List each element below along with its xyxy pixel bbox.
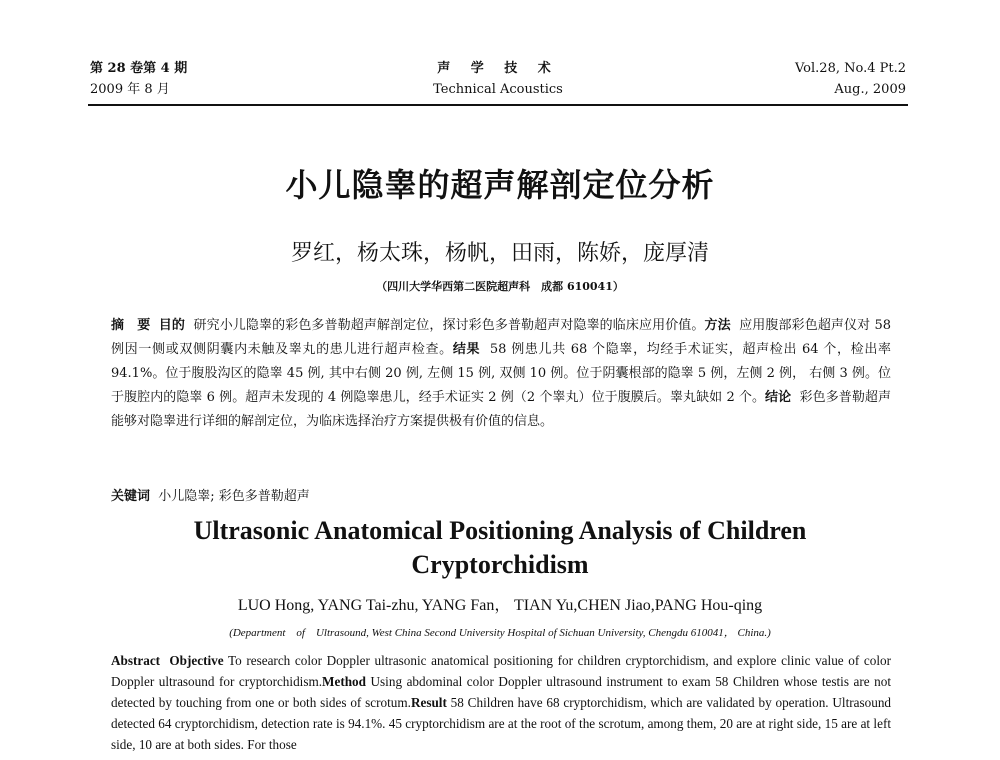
authors-en: LUO Hong, YANG Tai-zhu, YANG Fan， TIAN Yu,CHEN Jiao,PANG Hou-qing [237, 597, 763, 614]
affiliation-cn: （四川大学华西第二医院超声科 成都 610041） [376, 280, 624, 293]
running-header [90, 58, 906, 102]
result-label-en: Result [410, 695, 447, 710]
header-right [795, 58, 906, 100]
abstract-cn [111, 314, 891, 434]
header-center [90, 58, 906, 100]
authors-cn: 罗红，杨太珠，杨帆，田雨，陈娇，庞厚清 [290, 241, 709, 266]
paper-title-en [0, 514, 1000, 582]
objective-text-cn: 研究小儿隐睾的彩色多普勒超声解剖定位，探讨彩色多普勒超声对隐睾的临床应用价值。 [193, 318, 705, 333]
abstract-en-label: Abstract [111, 653, 161, 668]
method-text-en: Using abdominal color Doppler ultrasound instrument to exam 58 Children whose testis are not detected by touching from one or both sides of scrotum. [111, 674, 891, 710]
paper-title-en-line2: Cryptorchidism [411, 550, 589, 579]
keywords-cn-text: 小儿隐睾; 彩色多普勒超声 [158, 489, 310, 504]
journal-volume-en: Vol.28, No.4 Pt.2 [794, 61, 906, 76]
header-rule [88, 104, 908, 106]
journal-volume-cn: 第 28 卷第 4 期 [90, 61, 188, 76]
result-text-cn: 58 例患儿共 68 个隐睾，均经手术证实，超声检出 64 个，检出率 94.1%。位于腹股沟区的隐睾 45 例, 其中右侧 20 例, 左侧 15 例, 双侧 10 例。位于阴囊根部的隐睾 5 例，左侧 2 例， 右侧 3 例。位于腹腔内的隐睾 6 例。超声未发现的 4 例隐睾患儿，经手术证实 2 例（2 个睾丸）位于腹膜后。睾丸缺如 2 个。 [111, 342, 891, 405]
method-text-cn: 应用腹部彩色超声仪对 58 例因一侧或双侧阴囊内未触及睾丸的患儿进行超声检查。 [111, 318, 892, 357]
paper-title-en-line1: Ultrasonic Anatomical Positioning Analysis of Children [193, 516, 807, 545]
keywords-cn [111, 486, 891, 508]
result-label-cn: 结果 [452, 342, 481, 357]
conclusion-label-cn: 结论 [765, 390, 792, 405]
objective-label-cn: 目的 [158, 318, 186, 333]
journal-name-en: Technical Acoustics [433, 82, 563, 97]
paper-title-cn: 小儿隐睾的超声解剖定位分析 [285, 166, 715, 204]
method-label-cn: 方法 [704, 318, 731, 333]
journal-date-en: Aug., 2009 [834, 82, 906, 97]
abstract-en [111, 650, 891, 755]
journal-name-cn: 声 学 技 术 [437, 61, 559, 76]
objective-label-en: Objective [169, 653, 224, 668]
objective-text-en: To research color Doppler ultrasonic anatomical positioning for children cryptorchidism, and explore clinic value of color Doppler ultrasound for cryptorchidism. [111, 653, 892, 689]
abstract-cn-label: 摘 要 [111, 318, 151, 333]
journal-date-cn: 2009 年 8 月 [90, 82, 170, 97]
keywords-cn-label: 关键词 [111, 489, 151, 504]
affiliation-en: (Department of Ultrasound, West China Second University Hospital of Sichuan University, Chengdu 610041， China.) [229, 627, 771, 639]
result-text-en: 58 Children have 68 cryptorchidism, which are validated by operation. Ultrasound detected 64 cryptorchidism, detection rate is 94.1%. 45 cryptorchidism are at the root of the scrotum, among them, 20 are at right side, 15 are at left side, 10 are at both sides. For those [111, 695, 892, 752]
conclusion-text-cn: 彩色多普勒超声能够对隐睾进行详细的解剖定位，为临床选择治疗方案提供极有价值的信息。 [111, 390, 891, 429]
method-label-en: Method [322, 674, 366, 689]
